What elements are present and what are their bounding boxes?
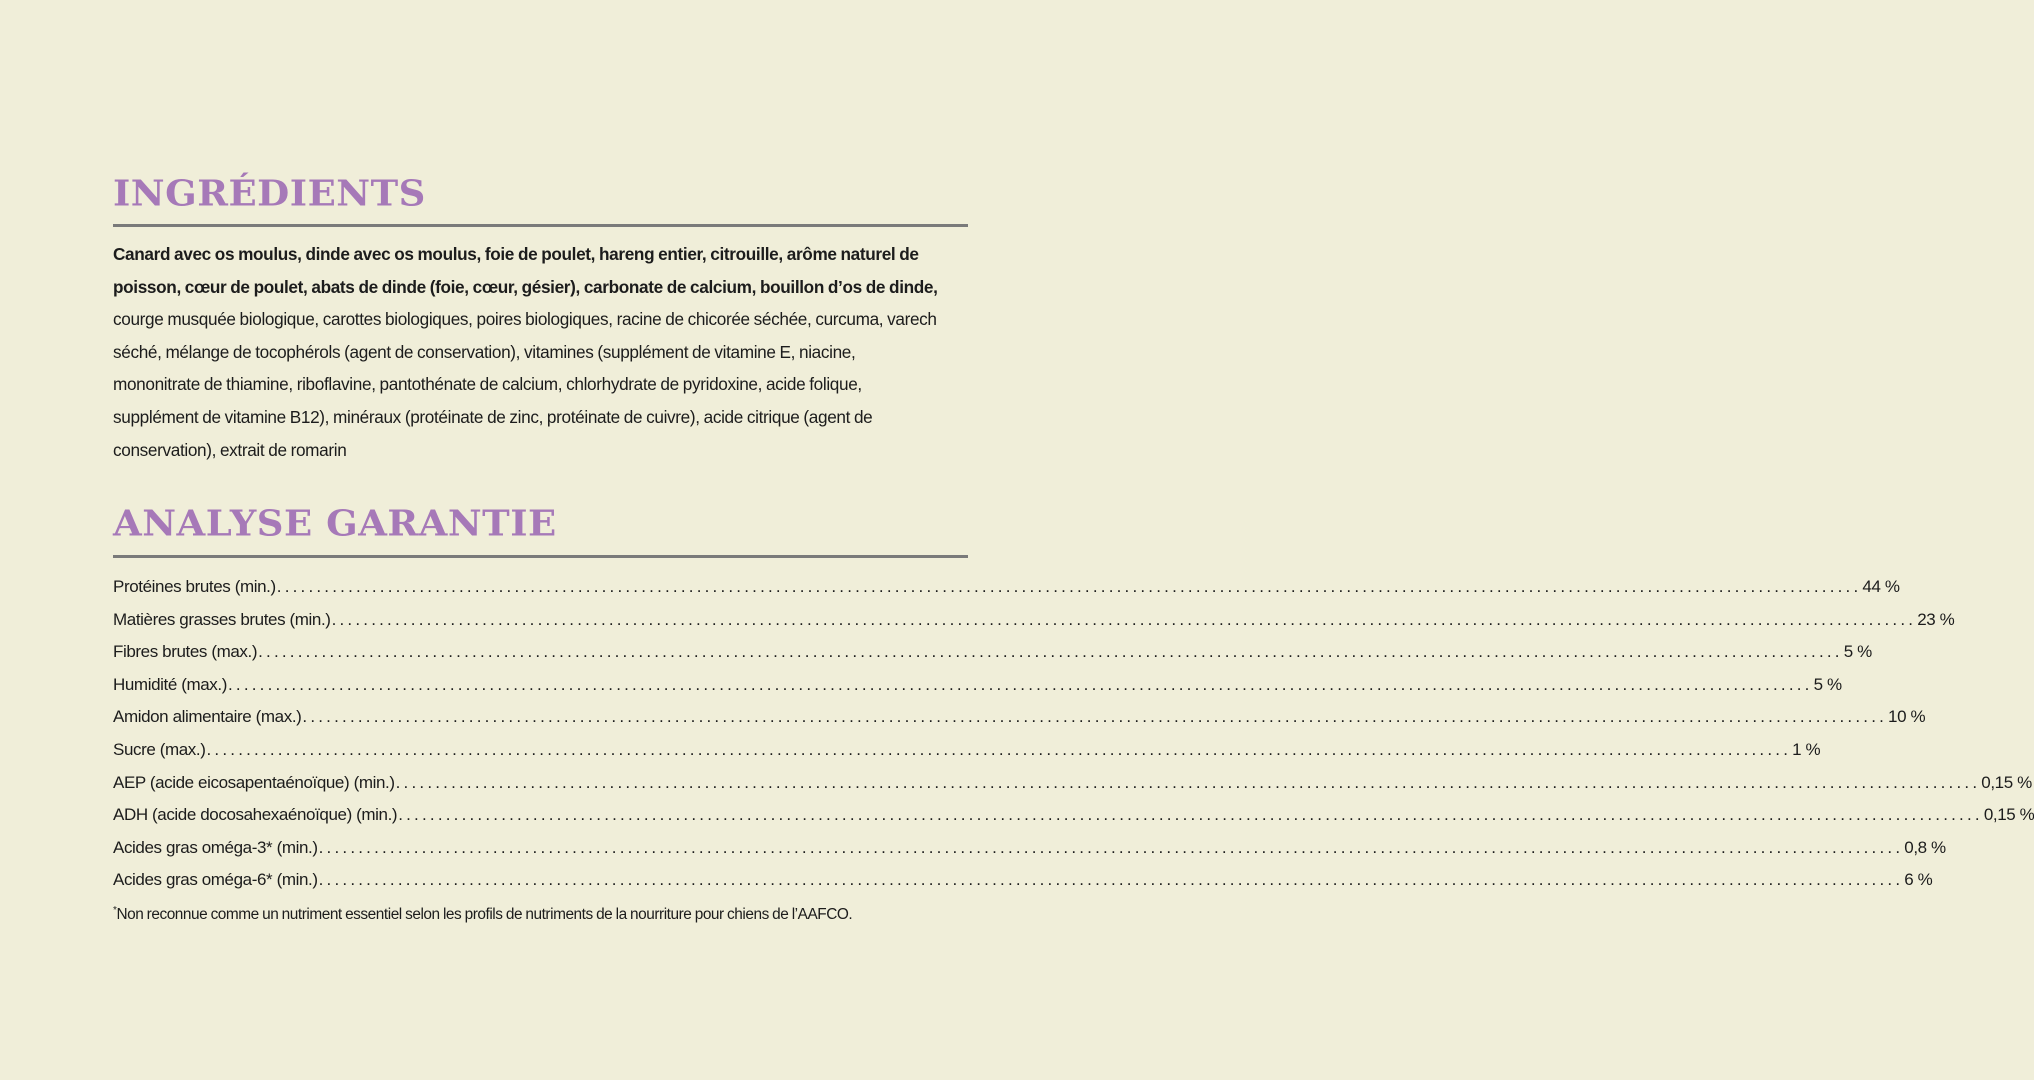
- analysis-value: 10 %: [1888, 707, 1926, 727]
- analysis-label: Amidon alimentaire (max.): [113, 707, 302, 727]
- analysis-value: 0,8 %: [1904, 837, 1946, 857]
- analysis-row: [113, 669, 1842, 702]
- analysis-value: 23 %: [1917, 609, 1955, 629]
- footnote-text: Non reconnue comme un nutriment essentiel selon les profils de nutriments de la nourriture pour chiens de l’AAFCO.: [116, 906, 853, 923]
- dot-leader: ........................................................................................................................................................................................................: [302, 707, 1888, 727]
- analysis-row: [113, 832, 1946, 865]
- analysis-row: [113, 799, 2034, 832]
- ingredients-line: poisson, cœur de poulet, abats de dinde (foie, cœur, gésier), carbonate de calcium, bouillon d’os de dinde,: [113, 276, 938, 297]
- analysis-label: Acides gras oméga-6* (min.): [113, 870, 318, 890]
- analysis-row: [113, 767, 2032, 800]
- footnote-marker: *: [113, 905, 117, 916]
- dot-leader: ........................................................................................................................................................................................................: [331, 609, 1917, 629]
- analysis-value: 5 %: [1813, 674, 1842, 694]
- analysis-value: 0,15 %: [1983, 805, 2034, 825]
- dot-leader: ........................................................................................................................................................................................................: [318, 837, 1904, 857]
- analysis-label: AEP (acide eicosapentaénoïque) (min.): [113, 772, 395, 792]
- ingredients-line: mononitrate de thiamine, riboflavine, pantothénate de calcium, chlorhydrate de pyridoxine, acide folique,: [113, 374, 862, 395]
- analysis-row: [113, 864, 1933, 897]
- analysis-value: 44 %: [1862, 577, 1900, 596]
- analysis-row: [113, 701, 1926, 734]
- ingredients-line: Canard avec os moulus, dinde avec os moulus, foie de poulet, hareng entier, citrouille, arôme naturel de: [113, 244, 919, 264]
- analysis-divider: [113, 555, 968, 558]
- analysis-row: [113, 734, 1821, 767]
- dot-leader: ........................................................................................................................................................................................................: [276, 577, 1862, 596]
- dot-leader: ........................................................................................................................................................................................................: [227, 674, 1813, 694]
- ingredients-line: séché, mélange de tocophérols (agent de conservation), vitamines (supplément de vitamine E, niacine,: [113, 341, 856, 362]
- analysis-heading: ANALYSE GARANTIE: [113, 502, 557, 544]
- analysis-value: 0,15 %: [1981, 772, 2032, 792]
- guaranteed-analysis-table: [113, 571, 2034, 897]
- analysis-value: 5 %: [1843, 642, 1872, 662]
- dot-leader: ........................................................................................................................................................................................................: [206, 739, 1792, 759]
- footnote: [113, 905, 1013, 924]
- dot-leader: ........................................................................................................................................................................................................: [398, 805, 1983, 825]
- dot-leader: ........................................................................................................................................................................................................: [318, 870, 1904, 890]
- ingredients-line: supplément de vitamine B12), minéraux (protéinate de zinc, protéinate de cuivre), acide citrique (agent de: [113, 406, 873, 427]
- analysis-label: Humidité (max.): [113, 674, 227, 694]
- dot-leader: ........................................................................................................................................................................................................: [258, 642, 1843, 662]
- analysis-label: Acides gras oméga-3* (min.): [113, 837, 318, 857]
- analysis-label: ADH (acide docosahexaénoïque) (min.): [113, 805, 398, 825]
- ingredients-line: conservation), extrait de romarin: [113, 439, 347, 460]
- analysis-row: [113, 636, 1872, 669]
- analysis-label: Matières grasses brutes (min.): [113, 609, 331, 629]
- analysis-value: 6 %: [1904, 870, 1933, 890]
- analysis-row: [113, 604, 1955, 637]
- ingredients-heading: INGRÉDIENTS: [113, 172, 426, 214]
- analysis-label: Fibres brutes (max.): [113, 642, 258, 662]
- analysis-label: Protéines brutes (min.): [113, 577, 276, 596]
- ingredients-divider: [113, 224, 968, 227]
- ingredients-line: courge musquée biologique, carottes biologiques, poires biologiques, racine de chicorée séchée, curcuma, varech: [113, 309, 937, 330]
- analysis-row: [113, 571, 1900, 604]
- analysis-label: Sucre (max.): [113, 739, 206, 759]
- ingredients-list: [113, 238, 968, 466]
- dot-leader: ........................................................................................................................................................................................................: [395, 772, 1981, 792]
- analysis-value: 1 %: [1792, 739, 1821, 759]
